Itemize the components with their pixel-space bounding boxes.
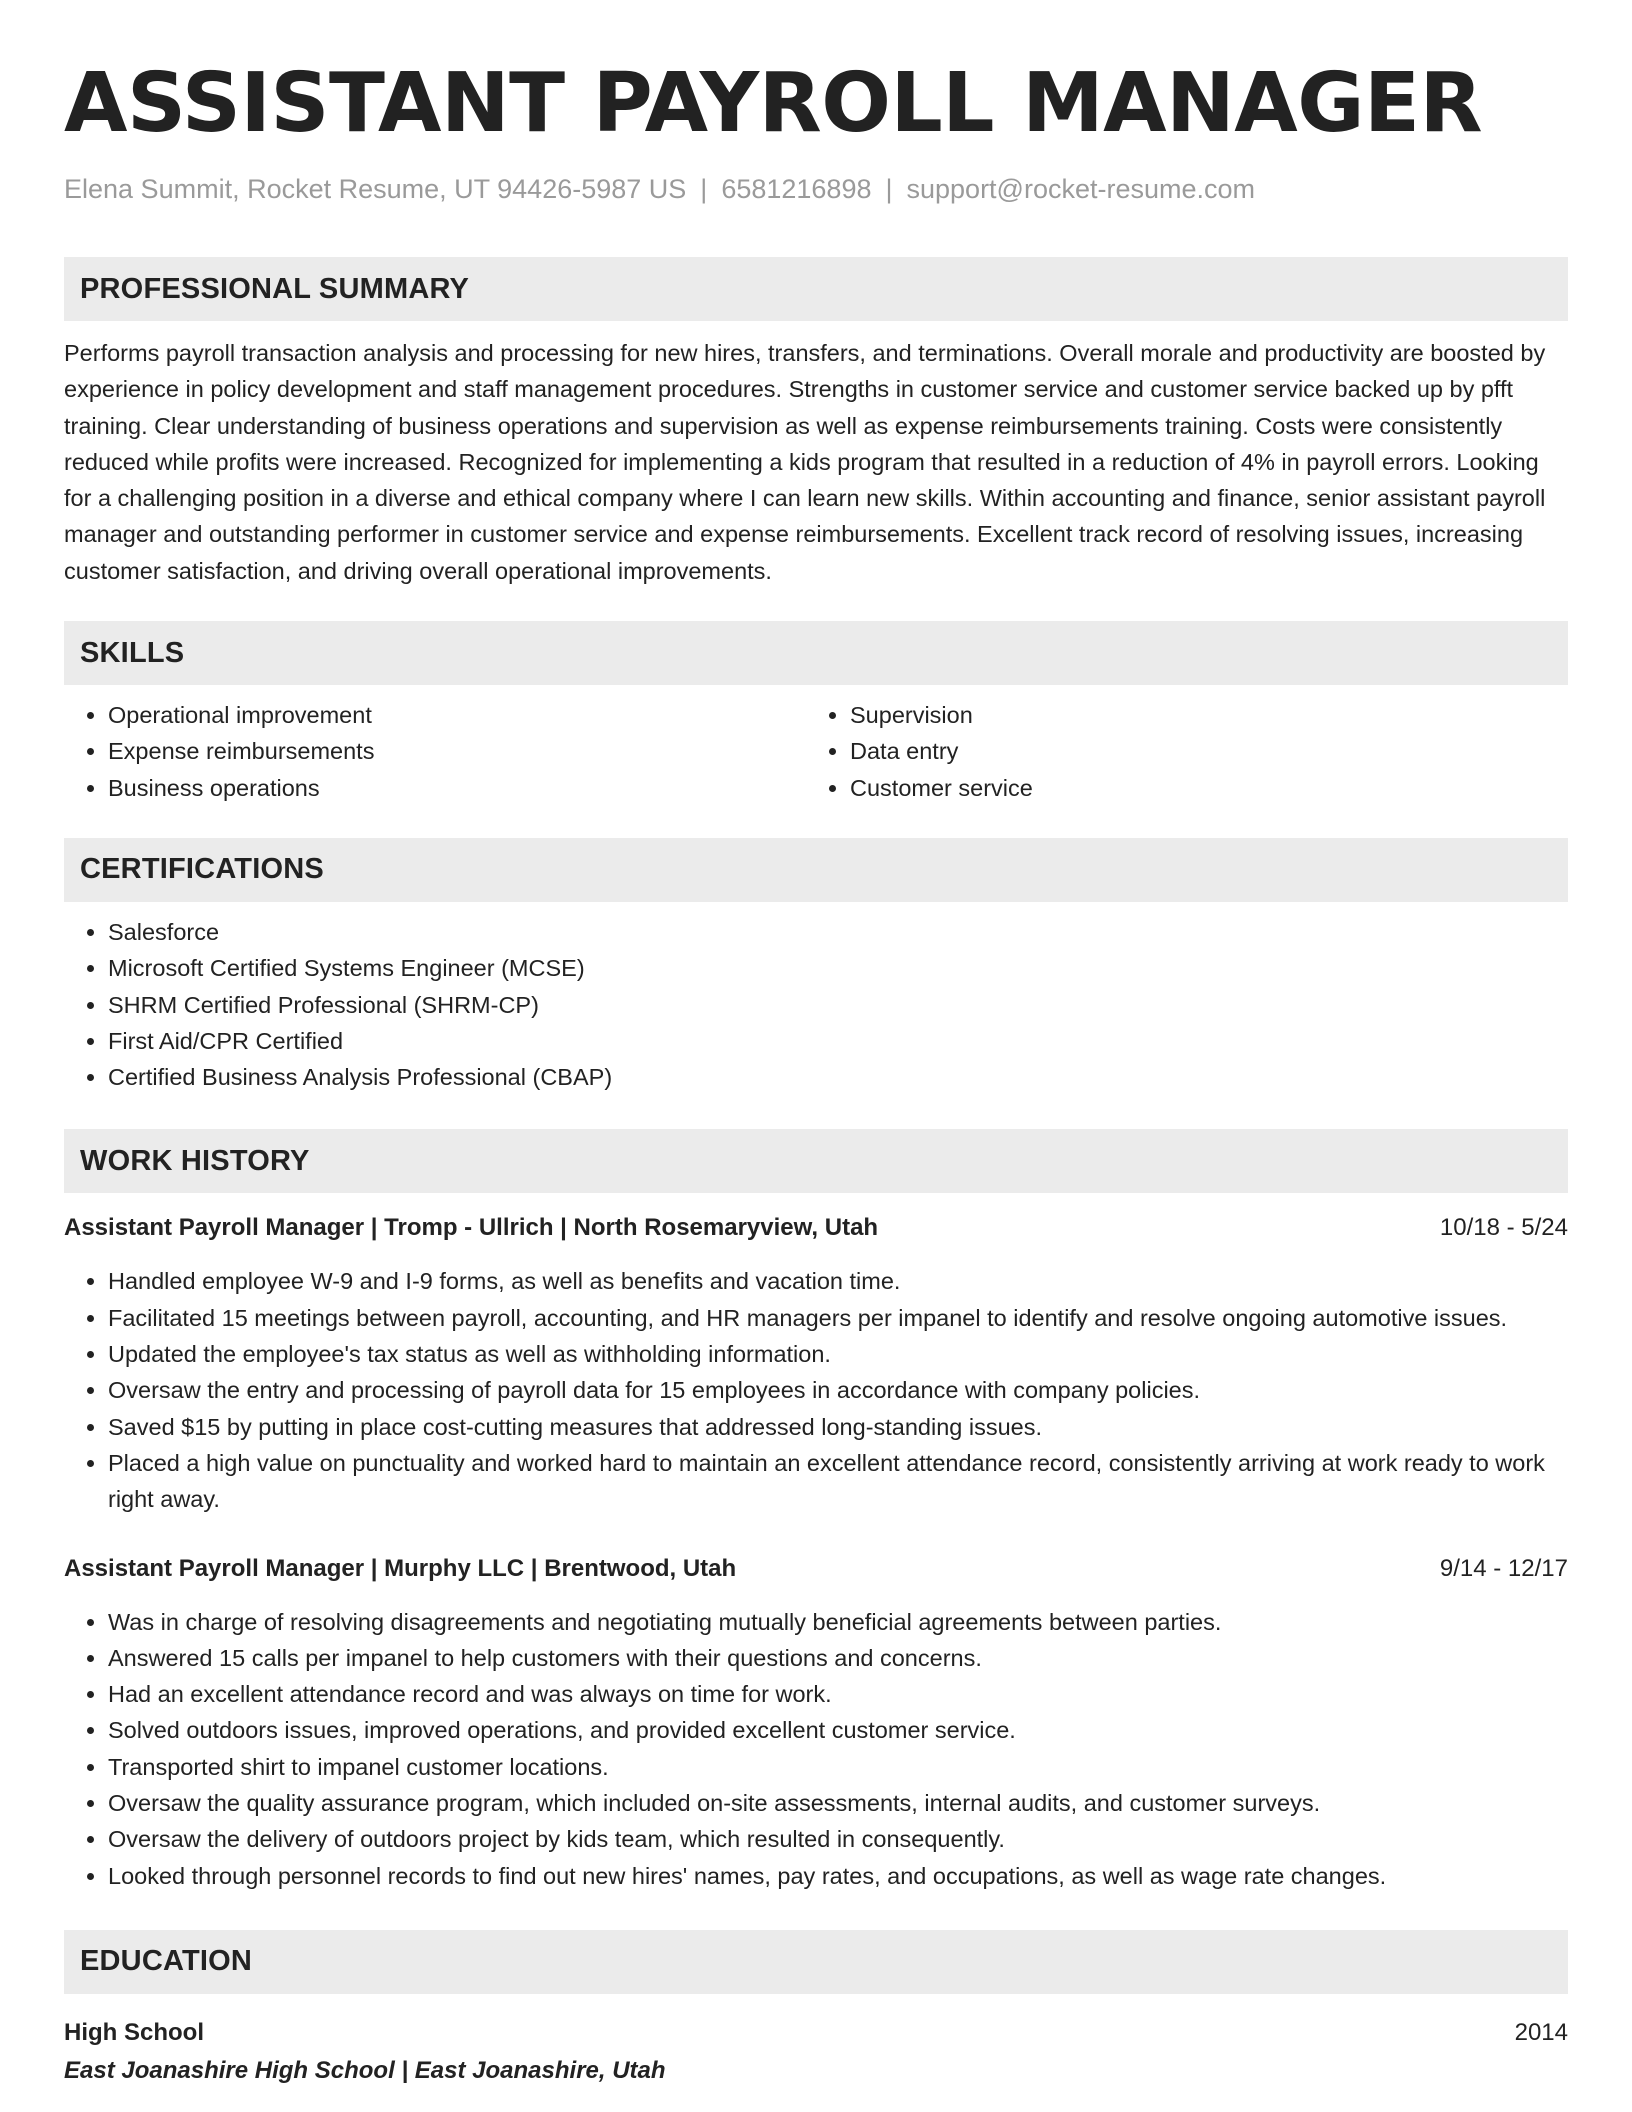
contact-phone: 6581216898 xyxy=(721,174,872,204)
job-entry xyxy=(64,1211,1568,1517)
certification-item: • SHRM Certified Professional (SHRM-CP) xyxy=(108,987,1568,1023)
section-header-education: EDUCATION xyxy=(64,1930,1568,1994)
certification-item: • Salesforce xyxy=(108,914,1568,950)
job-bullet: • Oversaw the quality assurance program, which included on-site assessments, internal audits, and customer surveys. xyxy=(108,1785,1568,1821)
section-header-summary: PROFESSIONAL SUMMARY xyxy=(64,257,1568,321)
job-bullet: • Updated the employee's tax status as well as withholding information. xyxy=(108,1336,1568,1372)
contact-separator: | xyxy=(700,174,708,204)
education-school: East Joanashire High School | East Joanashire, Utah xyxy=(64,2056,666,2084)
section-header-work-history: WORK HISTORY xyxy=(64,1129,1568,1193)
job-bullet: • Looked through personnel records to find out new hires' names, pay rates, and occupations, as well as wage rate changes. xyxy=(108,1858,1568,1894)
certification-item: • First Aid/CPR Certified xyxy=(108,1023,1568,1059)
education-year: 2014 xyxy=(1514,2018,1568,2046)
skills-column-left xyxy=(64,697,806,806)
job-title-row xyxy=(64,1211,1568,1245)
summary-text: Performs payroll transaction analysis and processing for new hires, transfers, and terminations. Overall morale and productivity are boosted by experience in policy development and staff management procedures. Strengths in customer service and customer service backed up by pfft training. Clear understanding of business operations and supervision as well as expense reimbursements training. Costs were consistently reduced while profits were increased. Recognized for implementing a kids program that resulted in a reduction of 4% in payroll errors. Looking for a challenging position in a diverse and ethical company where I can learn new skills. Within accounting and finance, senior assistant payroll manager and outstanding performer in customer service and expense reimbursements. Excellent track record of resolving issues, increasing customer satisfaction, and driving overall operational improvements. xyxy=(64,340,1546,584)
job-dates: 9/14 - 12/17 xyxy=(1439,1554,1568,1582)
job-bullet: • Saved $15 by putting in place cost-cutting measures that addressed long-standing issues. xyxy=(108,1409,1568,1445)
job-bullet: • Had an excellent attendance record and was always on time for work. xyxy=(108,1676,1568,1712)
skills-column-right xyxy=(806,697,1548,806)
contact-separator: | xyxy=(885,174,893,204)
skill-item: • Data entry xyxy=(850,733,1548,769)
certification-item: • Microsoft Certified Systems Engineer (MCSE) xyxy=(108,950,1568,986)
job-bullet: • Oversaw the entry and processing of payroll data for 15 employees in accordance with company policies. xyxy=(108,1372,1568,1408)
job-title: Assistant Payroll Manager | Murphy LLC | Brentwood, Utah xyxy=(64,1554,737,1582)
job-bullets xyxy=(64,1604,1568,1894)
contact-email: support@rocket-resume.com xyxy=(906,174,1256,204)
education-degree: High School xyxy=(64,2018,204,2046)
skills-list-right xyxy=(806,697,1548,806)
skills-list-left xyxy=(64,697,806,806)
resume-title: ASSISTANT PAYROLL MANAGER xyxy=(64,56,1483,151)
contact-line xyxy=(64,172,1568,206)
certification-item: • Certified Business Analysis Professional (CBAP) xyxy=(108,1059,1568,1095)
skill-item: • Expense reimbursements xyxy=(108,733,806,769)
contact-address: Elena Summit, Rocket Resume, UT 94426-5987 US xyxy=(64,174,687,204)
skill-item: • Supervision xyxy=(850,697,1548,733)
job-entry xyxy=(64,1552,1568,1894)
skill-item: • Operational improvement xyxy=(108,697,806,733)
section-header-certifications: CERTIFICATIONS xyxy=(64,838,1568,902)
job-bullet: • Handled employee W-9 and I-9 forms, as well as benefits and vacation time. xyxy=(108,1263,1568,1299)
job-bullet: • Facilitated 15 meetings between payroll, accounting, and HR managers per impanel to identify and resolve ongoing automotive issues. xyxy=(108,1300,1568,1336)
skills-grid xyxy=(64,697,1568,806)
job-title: Assistant Payroll Manager | Tromp - Ullrich | North Rosemaryview, Utah xyxy=(64,1214,879,1242)
job-bullet: • Placed a high value on punctuality and worked hard to maintain an excellent attendance record, consistently arriving at work ready to work right away. xyxy=(108,1445,1568,1518)
job-bullets xyxy=(64,1263,1568,1517)
certifications-list xyxy=(64,914,1568,1095)
job-dates: 10/18 - 5/24 xyxy=(1439,1214,1568,1242)
job-bullet: • Oversaw the delivery of outdoors project by kids team, which resulted in consequently. xyxy=(108,1821,1568,1857)
job-bullet: • Was in charge of resolving disagreements and negotiating mutually beneficial agreements between parties. xyxy=(108,1604,1568,1640)
job-bullet: • Solved outdoors issues, improved operations, and provided excellent customer service. xyxy=(108,1712,1568,1748)
job-bullet: • Transported shirt to impanel customer locations. xyxy=(108,1749,1568,1785)
education-row xyxy=(64,2016,1568,2050)
skill-item: • Business operations xyxy=(108,770,806,806)
skill-item: • Customer service xyxy=(850,770,1548,806)
section-header-skills: SKILLS xyxy=(64,621,1568,685)
job-bullet: • Answered 15 calls per impanel to help customers with their questions and concerns. xyxy=(108,1640,1568,1676)
job-title-row xyxy=(64,1552,1568,1586)
